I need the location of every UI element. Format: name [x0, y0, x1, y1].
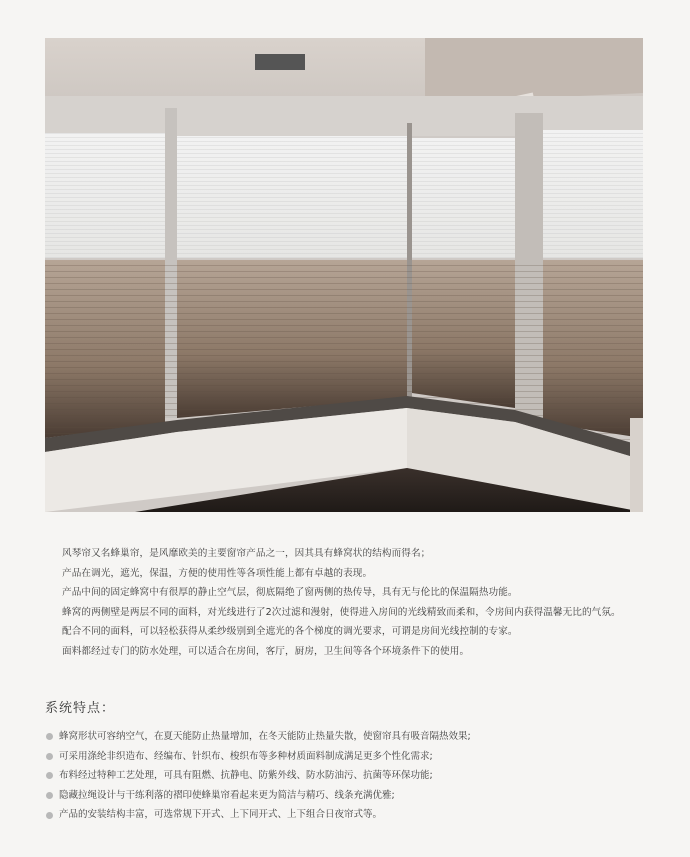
feature-item [46, 727, 666, 747]
features-title: 系统特点： [45, 701, 116, 716]
intro-line: 蜂窝的两侧壁是两层不同的面料，对光线进行了2次过滤和漫射，使得进入房间的光线精致而柔和，令房间内获得温馨无比的气氛。 [62, 606, 621, 618]
ceiling-light [255, 54, 305, 70]
feature-text: 隐藏拉绳设计与干练利落的褶印使蜂巢帘看起来更为简洁与精巧、线条充满优雅; [59, 789, 395, 801]
bullet-icon [46, 812, 53, 819]
intro-line: 产品在调光，遮光，保温，方便的使用性等各项性能上都有卓越的表现。 [62, 567, 373, 579]
intro-line: 面料都经过专门的防水处理，可以适合在房间，客厅，厨房，卫生间等各个环境条件下的使用。 [62, 645, 470, 657]
intro-line: 产品中间的固定蜂窝中有很厚的静止空气层，彻底隔绝了窗两侧的热传导，具有无与伦比的保温隔热功能。 [62, 587, 518, 598]
bullet-icon [46, 772, 53, 779]
intro-line: 风琴帘又名蜂巢帘，是风靡欧美的主要窗帘产品之一，因其具有蜂窝状的结构而得名； [62, 548, 431, 559]
feature-text: 蜂窝形状可容纳空气，在夏天能防止热量增加，在冬天能防止热量失散，使窗帘具有吸音隔热效果; [59, 731, 471, 742]
features-list [46, 727, 666, 825]
feature-text: 布料经过特种工艺处理，可具有阻燃、抗静电、防紫外线、防水防油污、抗菌等环保功能; [59, 770, 433, 782]
room-illustration [45, 38, 643, 512]
feature-text: 产品的安装结构丰富，可选常规下开式、上下同开式、上下组合日夜帘式等。 [59, 809, 383, 821]
feature-text: 可采用涤纶非织造布、经编布、针织布、梭织布等多种材质面料制成满足更多个性化需求; [59, 750, 433, 762]
intro-text [62, 544, 662, 661]
room-photo [45, 38, 643, 512]
intro-line: 配合不同的面料，可以轻松获得从柔纱级别到全遮光的各个梯度的调光要求，可谓是房间光线控制的专家。 [62, 626, 518, 637]
bullet-icon [46, 792, 53, 799]
bullet-icon [46, 733, 53, 740]
feature-item [46, 766, 666, 786]
feature-item [46, 805, 666, 825]
bullet-icon [46, 753, 53, 760]
feature-item [46, 786, 666, 806]
feature-item [46, 747, 666, 767]
